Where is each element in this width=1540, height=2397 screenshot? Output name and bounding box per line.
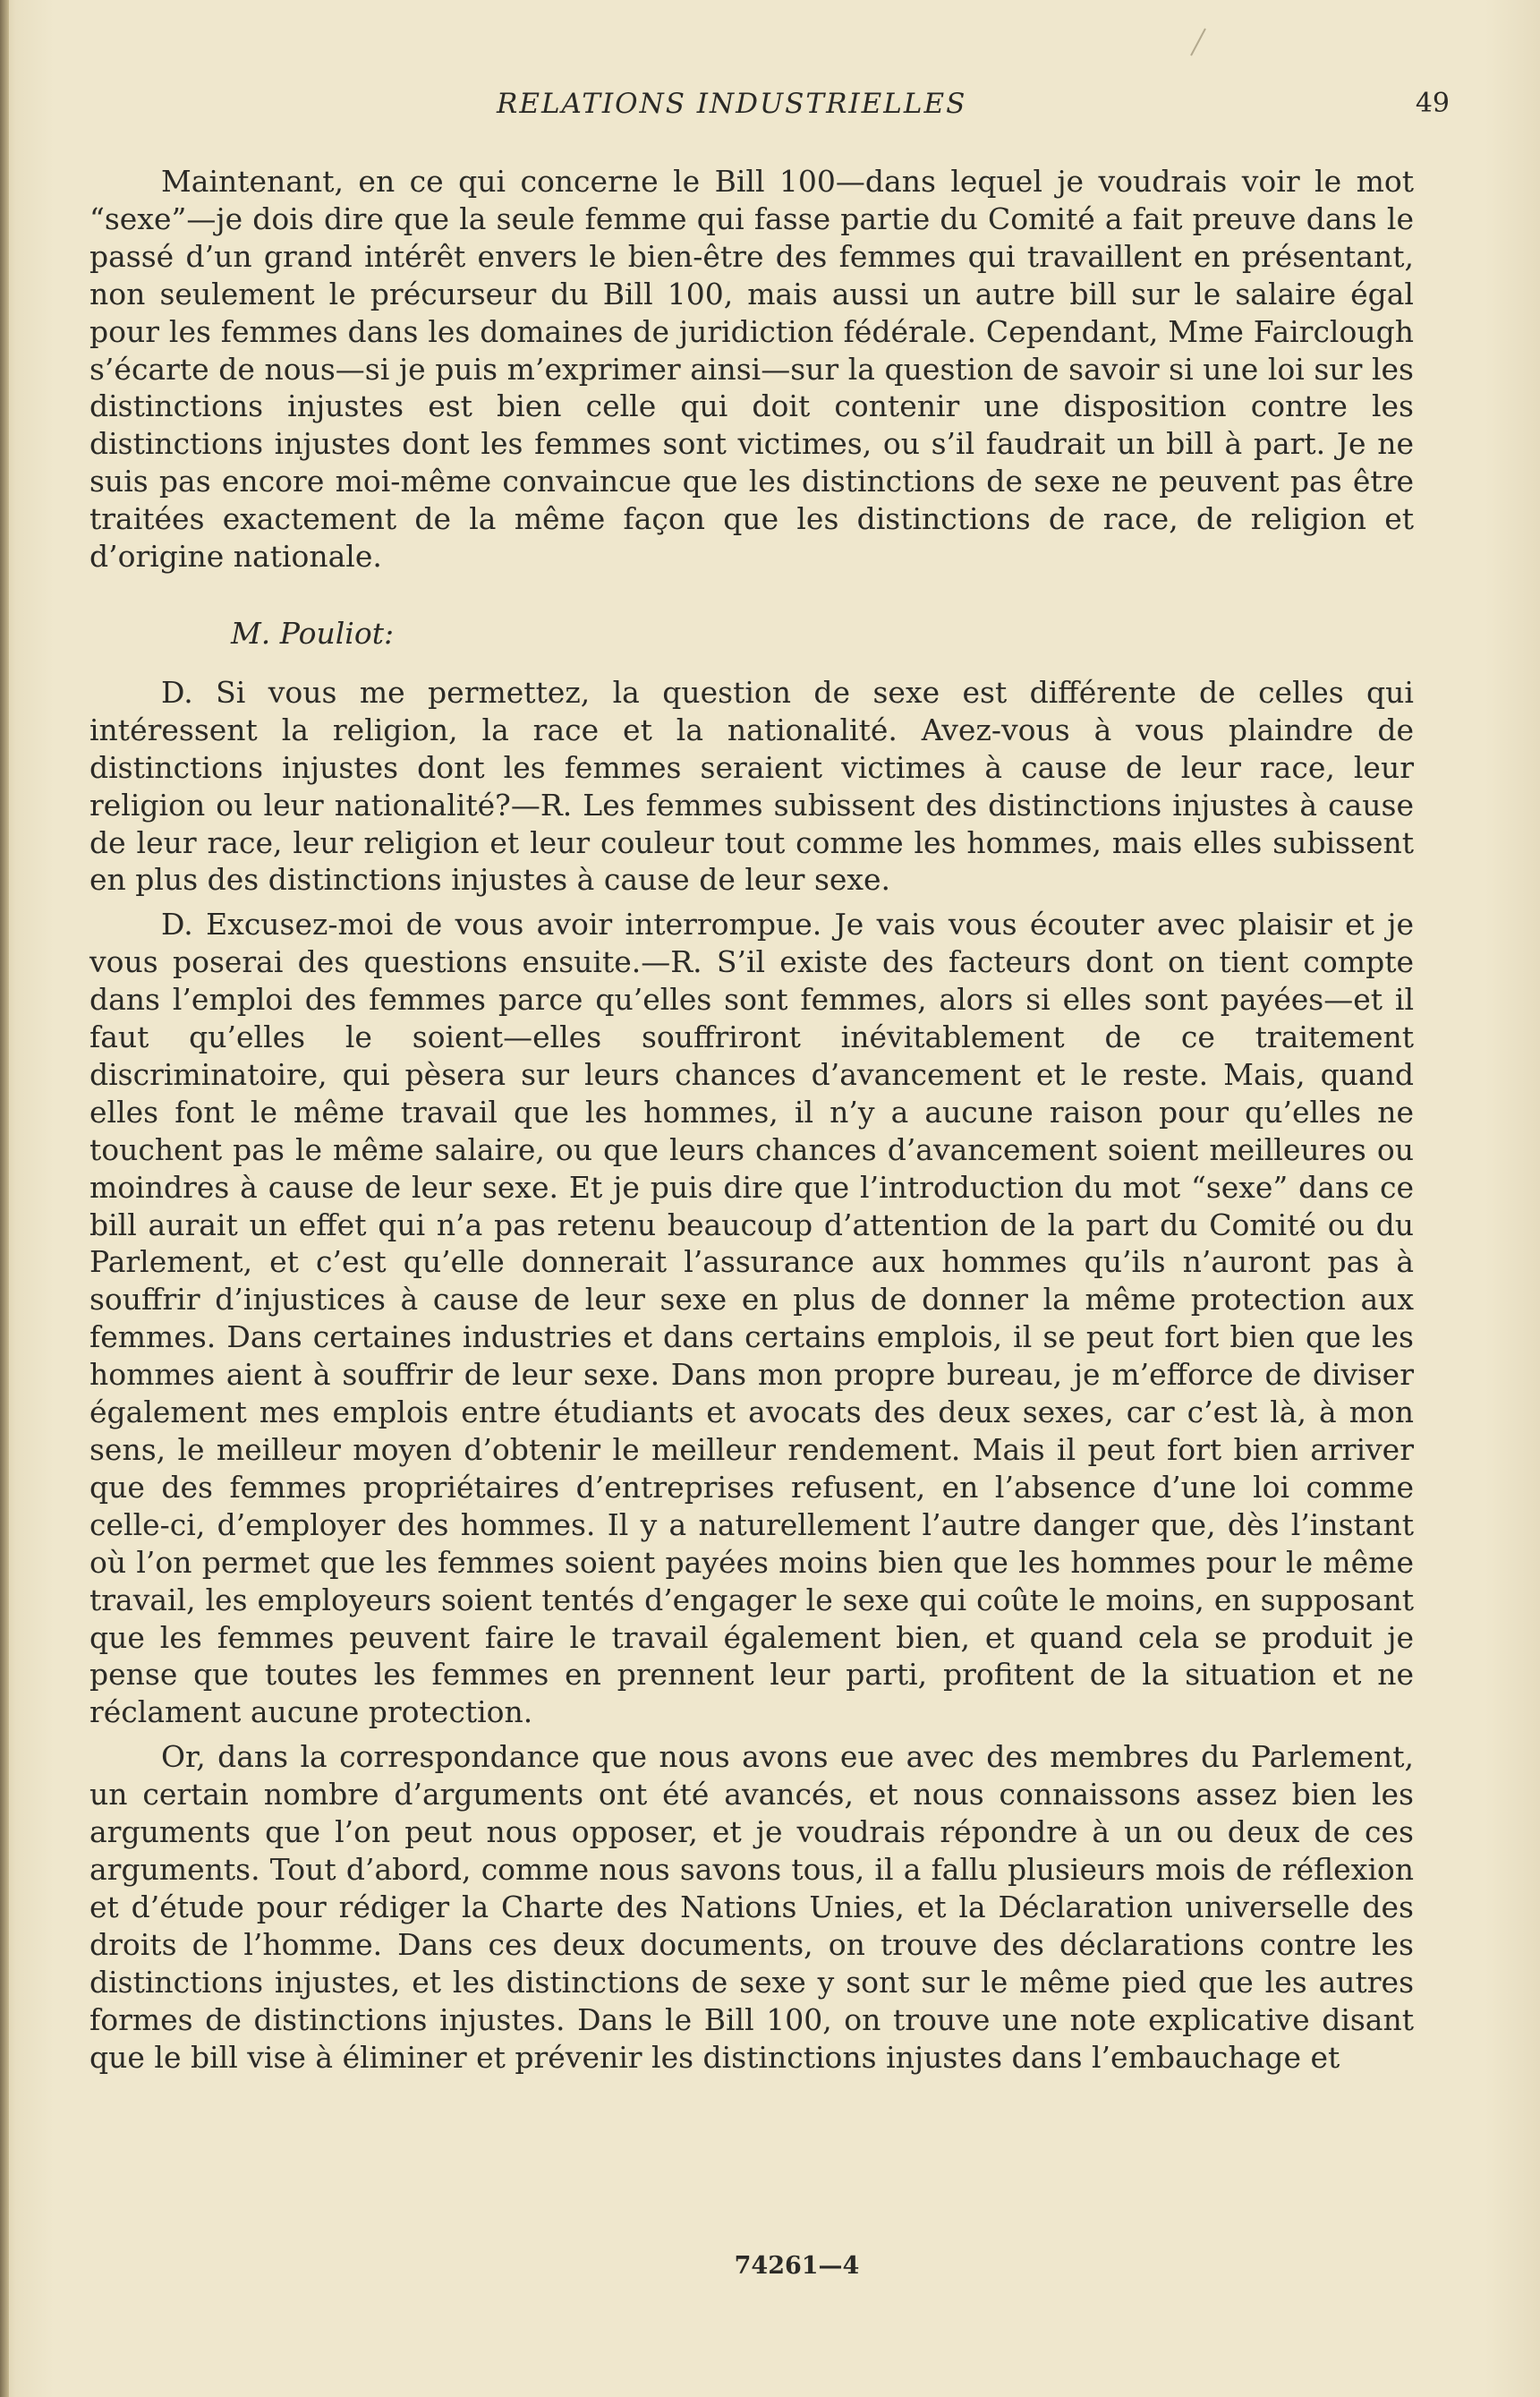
running-title: RELATIONS INDUSTRIELLES bbox=[497, 88, 967, 120]
paragraph-1: Maintenant, en ce qui concerne le Bill 100—dans lequel je voudrais voir le mot “sexe”—je dois dire que la seule femme qui fasse partie du Comité a fait preuve dans le passé d’un grand intérêt envers le bien-être des femmes qui travaillent en présentant, non seulement le précurseur du Bill 100, mais aussi un autre bill sur le salaire égal pour les femmes dans les domaines de juridiction fédérale. Cependant, Mme Fairclough s’écarte de nous—si je puis m’exprimer ainsi—sur la question de savoir si une loi sur les distinctions injustes est bien celle qui doit contenir une disposition contre les distinctions injustes dont les femmes sont victimes, ou s’il faudrait un bill à part. Je ne suis pas encore moi-même convaincue que les distinctions de sexe ne peuvent pas être traitées exactement de la même façon que les distinctions de race, de religion et d’origine nationale. bbox=[89, 164, 1414, 575]
body-text bbox=[89, 163, 1414, 2076]
paragraph-4: Or, dans la correspondance que nous avons eue avec des membres du Parlement, un certain nombre d’arguments ont été avancés, et nous connaissons assez bien les arguments que l’on peut nous opposer, et je voudrais répondre à un ou deux de ces arguments. Tout d’abord, comme nous savons tous, il a fallu plusieurs mois de réflexion et d’étude pour rédiger la Charte des Nations Unies, et la Déclaration universelle des droits de l’homme. Dans ces deux documents, on trouve des déclarations contre les distinctions injustes, et les distinctions de sexe y sont sur le même pied que les autres formes de distinctions injustes. Dans le Bill 100, on trouve une note explicative disant que le bill vise à éliminer et prévenir les distinctions injustes dans l’embauchage et bbox=[89, 1739, 1414, 2075]
paragraph-3: D. Excusez-moi de vous avoir interrompue. Je vais vous écouter avec plaisir et je vous poserai des questions ensuite.—R. S’il existe des facteurs dont on tient compte dans l’emploi des femmes parce qu’elles sont femmes, alors si elles sont payées—et il faut qu’elles le soient—elles souffriront inévitablement de ce traitement discriminatoire, qui pèsera sur leurs chances d’avancement et le reste. Mais, quand elles font le même travail que les hommes, il n’y a aucune raison pour qu’elles ne touchent pas le même salaire, ou que leurs chances d’avancement soient meilleures ou moindres à cause de leur sexe. Et je puis dire que l’introduction du mot “sexe” dans ce bill aurait un effet qui n’a pas retenu beaucoup d’attention de la part du Comité ou du Parlement, et c’est qu’elle donnerait l’assurance aux hommes qu’ils n’auront pas à souffrir d’injustices à cause de leur sexe en plus de donner la même protection aux femmes. Dans certaines industries et dans certains emplois, il se peut fort bien que les hommes aient à souffrir de leur sexe. Dans mon propre bureau, je m’efforce de diviser également mes emplois entre étudiants et avocats des deux sexes, car c’est là, à mon sens, le meilleur moyen d’obtenir le meilleur rendement. Mais il peut fort bien arriver que des femmes propriétaires d’entreprises refusent, en l’absence d’une loi comme celle-ci, d’employer des hommes. Il y a naturellement l’autre danger que, dès l’instant où l’on permet que les femmes soient payées moins bien que les hommes pour le même travail, les employeurs soient tentés d’engager le sexe qui coûte le moins, en supposant que les femmes peuvent faire le travail également bien, et quand cela se produit je pense que toutes les femmes en prennent leur parti, profitent de la situation et ne réclament aucune protection. bbox=[89, 907, 1414, 1730]
page-header bbox=[89, 88, 1450, 127]
pen-mark bbox=[1190, 29, 1206, 56]
signature-mark: 74261—4 bbox=[734, 2252, 860, 2280]
speaker-label: M. Pouliot: bbox=[231, 615, 395, 651]
page-number: 49 bbox=[1415, 88, 1450, 119]
paragraph-2: D. Si vous me permettez, la question de sexe est différente de celles qui intéressent la religion, la race et la nationalité. Avez-vous à vous plaindre de distinctions injustes dont les femmes seraient victimes à cause de leur race, leur religion ou leur nationalité?—R. Les femmes subissent des distinctions injustes à cause de leur race, leur religion et leur couleur tout comme les hommes, mais elles subissent en plus des distinctions injustes à cause de leur sexe. bbox=[89, 674, 1414, 898]
binding-edge bbox=[0, 0, 9, 2397]
